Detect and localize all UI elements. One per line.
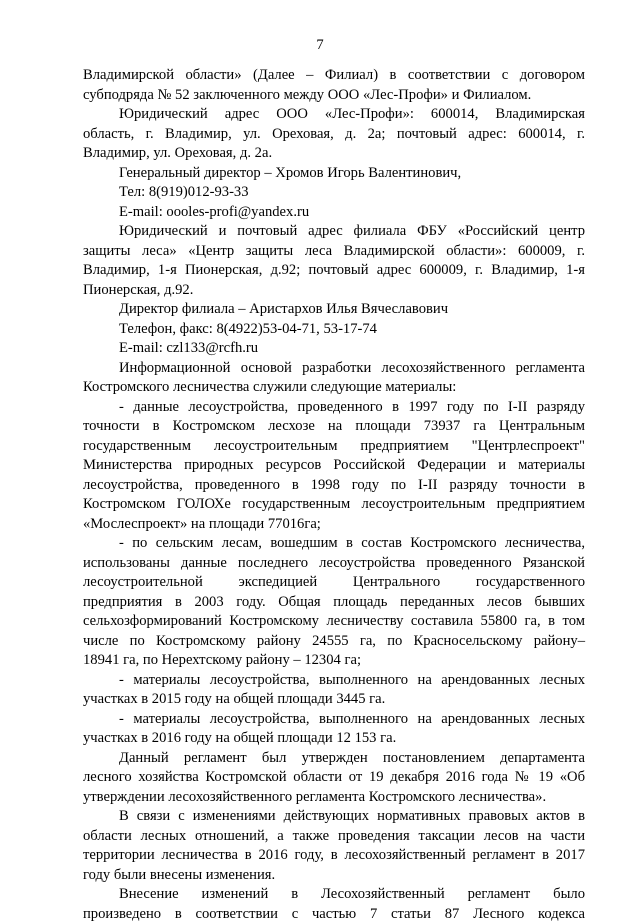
text-line: «Мослеспроект» на площади 77016га; bbox=[83, 515, 585, 535]
text-line: защиты леса» «Центр защиты леса Владимирской области»: 600009, г. bbox=[83, 242, 585, 262]
text-line: произведено в соответствии с частью 7 статьи 87 Лесного кодекса bbox=[83, 905, 585, 924]
text-line: - данные лесоустройства, проведенного в 1997 году по I-II разряду bbox=[83, 398, 585, 418]
text-line: числе по Костромскому району 24555 га, по Красносельскому району– bbox=[83, 632, 585, 652]
text-line: Информационной основой разработки лесохозяйственного регламента bbox=[83, 359, 585, 379]
text-line: Внесение изменений в Лесохозяйственный регламент было bbox=[83, 885, 585, 905]
text-line: - материалы лесоустройства, выполненного на арендованных лесных bbox=[83, 671, 585, 691]
text-line: использованы данные последнего лесоустройства проведенного Рязанской bbox=[83, 554, 585, 574]
text-line: Данный регламент был утвержден постановлением департамента bbox=[83, 749, 585, 769]
text-line: Владимирской области» (Далее – Филиал) в соответствии с договором bbox=[83, 66, 585, 86]
text-line: участках в 2015 году на общей площади 3445 га. bbox=[83, 690, 585, 710]
text-line: области лесных отношений, а также проведения таксации лесов на части bbox=[83, 827, 585, 847]
page-number: 7 bbox=[0, 36, 640, 56]
email-text: E-mail: oooles-profi@yandex.ru bbox=[119, 204, 309, 220]
text-line: область, г. Владимир, ул. Ореховая, д. 2а; почтовый адрес: 600014, г. bbox=[83, 125, 585, 145]
text-line: 18941 га, по Нерехтскому району – 12304 га; bbox=[83, 651, 585, 671]
text-line: лесоустройства, проведенного в 1998 году по I-II разряду точности в bbox=[83, 476, 585, 496]
text-line: государственным лесоустроительным предприятием "Центрлеспроект" bbox=[83, 437, 585, 457]
text-line: году были внесены изменения. bbox=[83, 866, 585, 886]
text-line: Директор филиала – Аристархов Илья Вячеславович bbox=[83, 300, 585, 320]
text-line: утверждении лесохозяйственного регламента Костромского лесничества». bbox=[83, 788, 585, 808]
text-line: Костромском ГОЛОХе государственным лесоустроительным предприятием bbox=[83, 495, 585, 515]
text-line: Генеральный директор – Хромов Игорь Валентинович, bbox=[83, 164, 585, 184]
text-line: участках в 2016 году на общей площади 12 153 га. bbox=[83, 729, 585, 749]
text-line: В связи с изменениями действующих нормативных правовых актов в bbox=[83, 807, 585, 827]
document-body bbox=[83, 66, 585, 924]
text-line: лесного хозяйства Костромской области от 19 декабря 2016 года № 19 «Об bbox=[83, 768, 585, 788]
text-line: Министерства природных ресурсов Российской Федерации и материалы bbox=[83, 456, 585, 476]
text-line: Владимир, ул. Ореховая, д. 2а. bbox=[83, 144, 585, 164]
email-line bbox=[83, 203, 585, 223]
text-line: субподряда № 52 заключенного между ООО «Лес-Профи» и Филиалом. bbox=[83, 86, 585, 106]
text-line: Тел: 8(919)012-93-33 bbox=[83, 183, 585, 203]
text-line: - по сельским лесам, вошедшим в состав Костромского лесничества, bbox=[83, 534, 585, 554]
text-line: Пионерская, д.92. bbox=[83, 281, 585, 301]
text-line: сельхозформирований Костромскому лесничеству составила 55800 га, в том bbox=[83, 612, 585, 632]
text-line: территории лесничества в 2016 году, в лесохозяйственный регламент в 2017 bbox=[83, 846, 585, 866]
text-line: Владимир, 1-я Пионерская, д.92; почтовый адрес 600009, г. Владимир, 1-я bbox=[83, 261, 585, 281]
text-line: Костромского лесничества служили следующие материалы: bbox=[83, 378, 585, 398]
text-line: Телефон, факс: 8(4922)53-04-71, 53-17-74 bbox=[83, 320, 585, 340]
text-line: Юридический и почтовый адрес филиала ФБУ «Российский центр bbox=[83, 222, 585, 242]
text-line: Юридический адрес ООО «Лес-Профи»: 600014, Владимирская bbox=[83, 105, 585, 125]
text-line: E-mail: czl133@rcfh.ru bbox=[83, 339, 585, 359]
text-line: лесоустроительной экспедицией Центрального государственного bbox=[83, 573, 585, 593]
text-line: - материалы лесоустройства, выполненного на арендованных лесных bbox=[83, 710, 585, 730]
text-line: предприятия в 2003 году. Общая площадь переданных лесов бывших bbox=[83, 593, 585, 613]
text-line: точности в Костромском лесхозе на площади 73937 га Центральным bbox=[83, 417, 585, 437]
